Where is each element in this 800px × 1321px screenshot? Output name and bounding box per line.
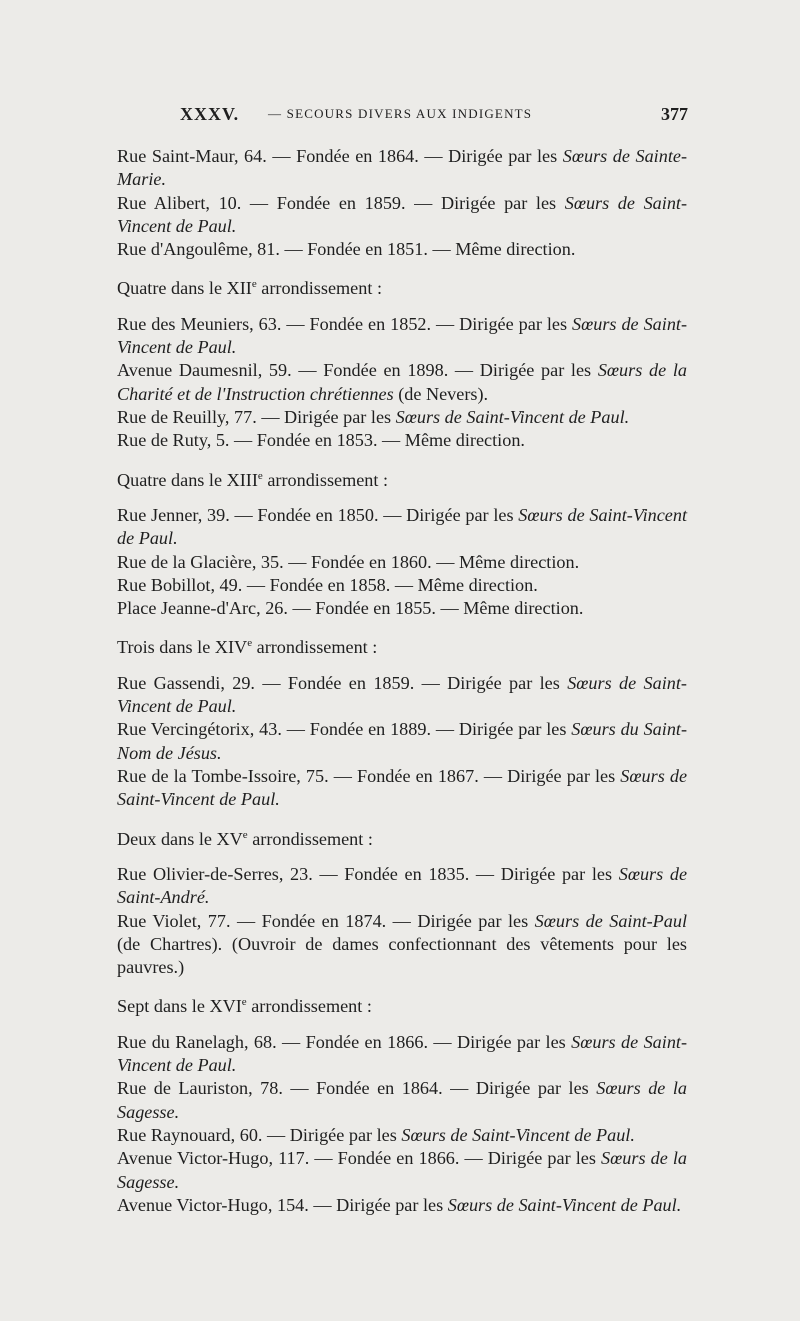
foundation-note: — Dirigée par les bbox=[313, 1194, 444, 1215]
street-address: Rue de Reuilly, 77. bbox=[117, 407, 257, 428]
list-item bbox=[117, 192, 687, 239]
religious-order: Sœurs de Saint-Vincent de Paul. bbox=[117, 504, 688, 549]
street-address: Place Jeanne-d'Arc, 26. bbox=[117, 598, 288, 619]
street-address: Rue du Ranelagh, 68. bbox=[117, 1031, 277, 1052]
street-address: Rue de Lauriston, 78. bbox=[117, 1078, 283, 1099]
street-address: Rue des Meuniers, 63. bbox=[117, 313, 282, 334]
foundation-note: — Fondée en 1864. — Dirigée par les bbox=[290, 1078, 589, 1099]
list-item bbox=[117, 359, 687, 406]
street-address: Rue Jenner, 39. bbox=[117, 504, 230, 525]
street-address: Rue Saint-Maur, 64. bbox=[117, 146, 267, 166]
list-item bbox=[117, 1147, 687, 1194]
street-address: Avenue Victor-Hugo, 154. bbox=[117, 1194, 309, 1215]
list-item bbox=[117, 313, 687, 360]
list-item bbox=[117, 597, 687, 620]
section-heading: Quatre dans le XIIe arrondissement : bbox=[117, 278, 382, 299]
religious-order: Sœurs de la Charité et de l'Instruction chrétiennes bbox=[117, 360, 687, 404]
religious-order: Sœurs de Sainte-Marie. bbox=[117, 146, 688, 190]
list-item bbox=[117, 765, 687, 812]
section-xiii bbox=[117, 504, 687, 620]
street-address: Rue de Ruty, 5. bbox=[117, 430, 230, 451]
page-content bbox=[117, 145, 687, 1217]
street-address: Rue Vercingétorix, 43. bbox=[117, 719, 282, 740]
entry-extra: (de Chartres). (Ouvroir de dames confectionnant des vêtements pour les pauvres.) bbox=[117, 933, 687, 978]
foundation-note: — Fondée en 1864. — Dirigée par les bbox=[272, 146, 558, 166]
religious-order: Sœurs de la Sagesse. bbox=[117, 1148, 688, 1192]
street-address: Rue Violet, 77. bbox=[117, 910, 231, 931]
section-xii bbox=[117, 313, 687, 453]
list-item bbox=[117, 672, 687, 719]
religious-order: Sœurs du Saint-Nom de Jésus. bbox=[117, 719, 688, 763]
foundation-note: — Fondée en 1866. — Dirigée par les bbox=[314, 1148, 596, 1169]
religious-order: Sœurs de Saint-Vincent de Paul. bbox=[401, 1125, 635, 1145]
page-number: 377 bbox=[661, 104, 688, 124]
foundation-note: — Fondée en 1867. — Dirigée par les bbox=[333, 766, 616, 787]
foundation-note: — Fondée en 1858. — Même direction. bbox=[246, 574, 538, 595]
religious-order: Sœurs de Saint-Vincent de Paul. bbox=[117, 192, 688, 236]
street-address: Rue de la Glacière, 35. bbox=[117, 551, 284, 572]
religious-order: Sœurs de Saint-Vincent de Paul. bbox=[447, 1194, 682, 1215]
list-item bbox=[117, 238, 687, 261]
list-item bbox=[117, 429, 687, 452]
page-header bbox=[118, 104, 688, 128]
street-address: Rue Bobillot, 49. bbox=[117, 574, 243, 595]
street-address: Avenue Daumesnil, 59. bbox=[117, 360, 292, 381]
section-heading: Deux dans le XVe arrondissement : bbox=[117, 828, 373, 849]
foundation-note: — Fondée en 1853. — Même direction. bbox=[234, 430, 525, 451]
religious-order: Sœurs de Saint-Paul bbox=[534, 910, 688, 931]
street-address: Rue Raynouard, 60. bbox=[117, 1125, 263, 1145]
foundation-note: — Fondée en 1889. — Dirigée par les bbox=[286, 719, 567, 740]
list-item bbox=[117, 1031, 687, 1078]
foundation-note: — Fondée en 1874. — Dirigée par les bbox=[237, 910, 529, 931]
section-xv bbox=[117, 863, 687, 979]
foundation-note: — Fondée en 1859. — Dirigée par les bbox=[249, 192, 557, 213]
list-item bbox=[117, 551, 687, 574]
entry-extra: (de Nevers). bbox=[398, 383, 489, 404]
religious-order: Sœurs de Saint-Vincent de Paul. bbox=[117, 313, 688, 358]
foundation-note: — Fondée en 1860. — Même direction. bbox=[288, 551, 580, 572]
list-item bbox=[117, 574, 687, 597]
section-xvi bbox=[117, 1031, 687, 1217]
religious-order: Sœurs de la Sagesse. bbox=[117, 1078, 687, 1122]
religious-order: Sœurs de Saint-André. bbox=[117, 863, 688, 908]
foundation-note: — Fondée en 1852. — Dirigée par les bbox=[286, 313, 568, 334]
list-item bbox=[117, 145, 687, 192]
street-address: Rue Alibert, 10. bbox=[117, 192, 242, 213]
foundation-note: — Fondée en 1898. — Dirigée par les bbox=[298, 360, 592, 381]
list-item bbox=[117, 1077, 687, 1124]
list-item bbox=[117, 1194, 687, 1217]
list-item bbox=[117, 910, 687, 980]
section-heading: Sept dans le XVIe arrondissement : bbox=[117, 996, 372, 1017]
section-heading: Trois dans le XIVe arrondissement : bbox=[117, 637, 378, 658]
street-address: Rue d'Angoulême, 81. bbox=[117, 239, 280, 260]
street-address: Rue de la Tombe-Issoire, 75. bbox=[117, 766, 329, 787]
religious-order: Sœurs de Saint-Vincent de Paul. bbox=[395, 407, 630, 428]
chapter-number: XXXV. bbox=[180, 104, 240, 124]
foundation-note: — Fondée en 1866. — Dirigée par les bbox=[282, 1031, 566, 1052]
foundation-note: — Fondée en 1851. — Même direction. bbox=[284, 239, 576, 260]
foundation-note: — Fondée en 1855. — Même direction. bbox=[292, 598, 584, 619]
section-continuation bbox=[117, 145, 687, 261]
list-item bbox=[117, 718, 687, 765]
foundation-note: — Dirigée par les bbox=[267, 1125, 397, 1145]
list-item bbox=[117, 406, 687, 429]
foundation-note: — Dirigée par les bbox=[261, 407, 392, 428]
list-item bbox=[117, 1124, 687, 1147]
street-address: Rue Olivier-de-Serres, 23. bbox=[117, 863, 313, 884]
foundation-note: — Fondée en 1835. — Dirigée par les bbox=[319, 863, 613, 884]
religious-order: Sœurs de Saint-Vincent de Paul. bbox=[117, 1031, 688, 1076]
foundation-note: — Fondée en 1859. — Dirigée par les bbox=[262, 672, 560, 693]
list-item bbox=[117, 863, 687, 910]
section-heading: Quatre dans le XIIIe arrondissement : bbox=[117, 469, 389, 490]
running-title: — SECOURS DIVERS AUX INDIGENTS bbox=[268, 106, 533, 121]
section-xiv bbox=[117, 672, 687, 812]
religious-order: Sœurs de Saint-Vincent de Paul. bbox=[117, 672, 687, 717]
list-item bbox=[117, 504, 687, 551]
foundation-note: — Fondée en 1850. — Dirigée par les bbox=[234, 504, 514, 525]
street-address: Rue Gassendi, 29. bbox=[117, 672, 255, 693]
religious-order: Sœurs de Saint-Vincent de Paul. bbox=[117, 766, 688, 810]
street-address: Avenue Victor-Hugo, 117. bbox=[117, 1148, 310, 1169]
